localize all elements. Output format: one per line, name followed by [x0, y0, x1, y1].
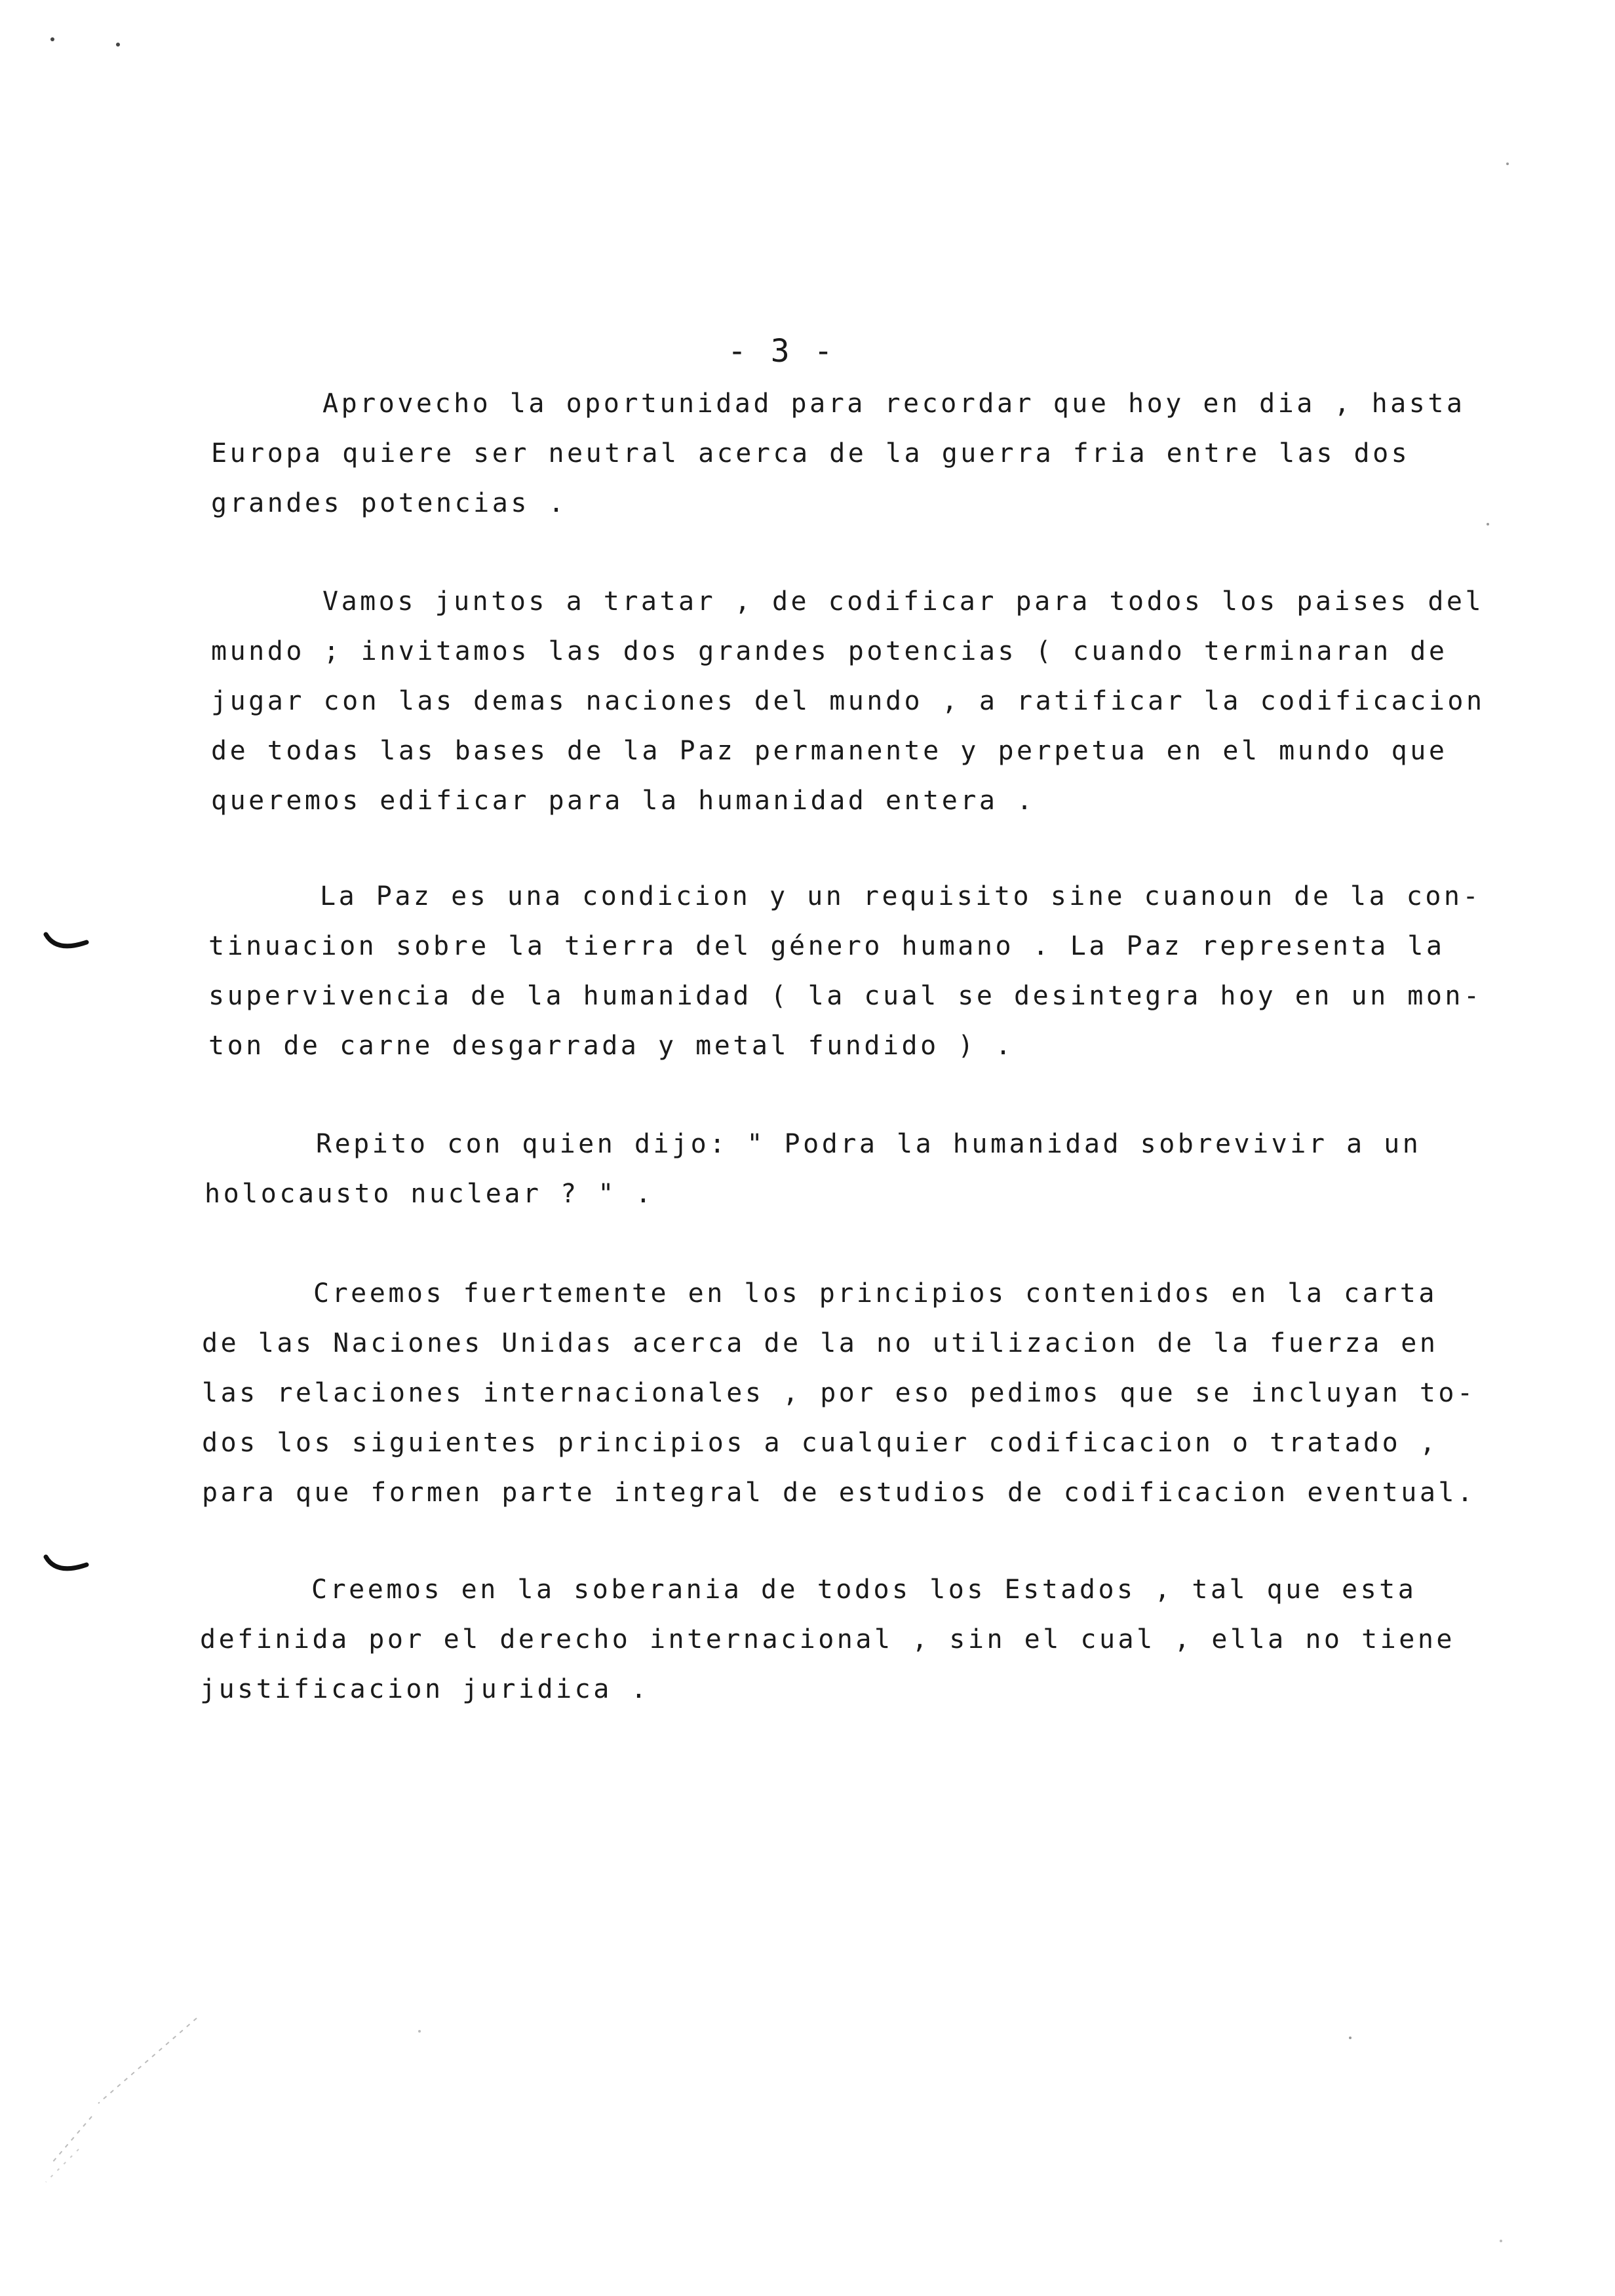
paragraph-3	[208, 871, 1483, 1071]
text-line: queremos edificar para la humanidad entera .	[211, 786, 1036, 816]
hole-punch-mark	[43, 1553, 89, 1579]
text-line: de todas las bases de la Paz permanente y perpetua en el mundo que	[211, 736, 1448, 766]
text-line: Repito con quien dijo: " Podra la humanidad sobrevivir a un	[316, 1129, 1422, 1159]
text-line: Europa quiere ser neutral acerca de la guerra fria entre las dos	[211, 438, 1411, 469]
text-line: La Paz es una condicion y un requisito sine cuanoun de la con-	[320, 881, 1482, 911]
text-line: Creemos fuertemente en los principios contenidos en la carta	[313, 1278, 1437, 1309]
text-line: supervivencia de la humanidad ( la cual se desintegra hoy en un mon-	[208, 981, 1483, 1011]
text-line: las relaciones internacionales , por eso pedimos que se incluyan to-	[202, 1378, 1476, 1408]
text-line: Creemos en la soberania de todos los Estados , tal que esta	[311, 1575, 1417, 1605]
paragraph-6	[200, 1565, 1455, 1714]
text-line: de las Naciones Unidas acerca de la no utilizacion de la fuerza en	[202, 1328, 1439, 1358]
text-line: Aprovecho la oportunidad para recordar que hoy en dia , hasta	[322, 389, 1466, 419]
text-line: justificacion juridica .	[200, 1674, 650, 1704]
hole-punch-mark	[43, 930, 89, 957]
text-line: dos los siguientes principios a cualquier codificacion o tratado ,	[202, 1428, 1439, 1458]
text-line: ton de carne desgarrada y metal fundido ) .	[208, 1031, 1015, 1061]
page-number: - 3 -	[728, 333, 836, 370]
paragraph-5	[202, 1269, 1476, 1518]
paragraph-4	[204, 1119, 1450, 1219]
paragraph-2	[211, 577, 1485, 826]
text-line: tinuacion sobre la tierra del género humano . La Paz representa la	[208, 931, 1445, 961]
paragraph-1	[211, 379, 1466, 528]
text-line: mundo ; invitamos las dos grandes potencias ( cuando terminaran de	[211, 636, 1448, 666]
text-line: holocausto nuclear ? " .	[204, 1179, 654, 1209]
text-line: definida por el derecho internacional , sin el cual , ella no tiene	[200, 1624, 1455, 1655]
text-line: para que formen parte integral de estudios de codificacion eventual.	[202, 1478, 1476, 1508]
text-line: Vamos juntos a tratar , de codificar para todos los paises del	[322, 586, 1485, 617]
text-line: jugar con las demas naciones del mundo , a ratificar la codificacion	[211, 686, 1485, 716]
text-line: grandes potencias .	[211, 488, 568, 518]
